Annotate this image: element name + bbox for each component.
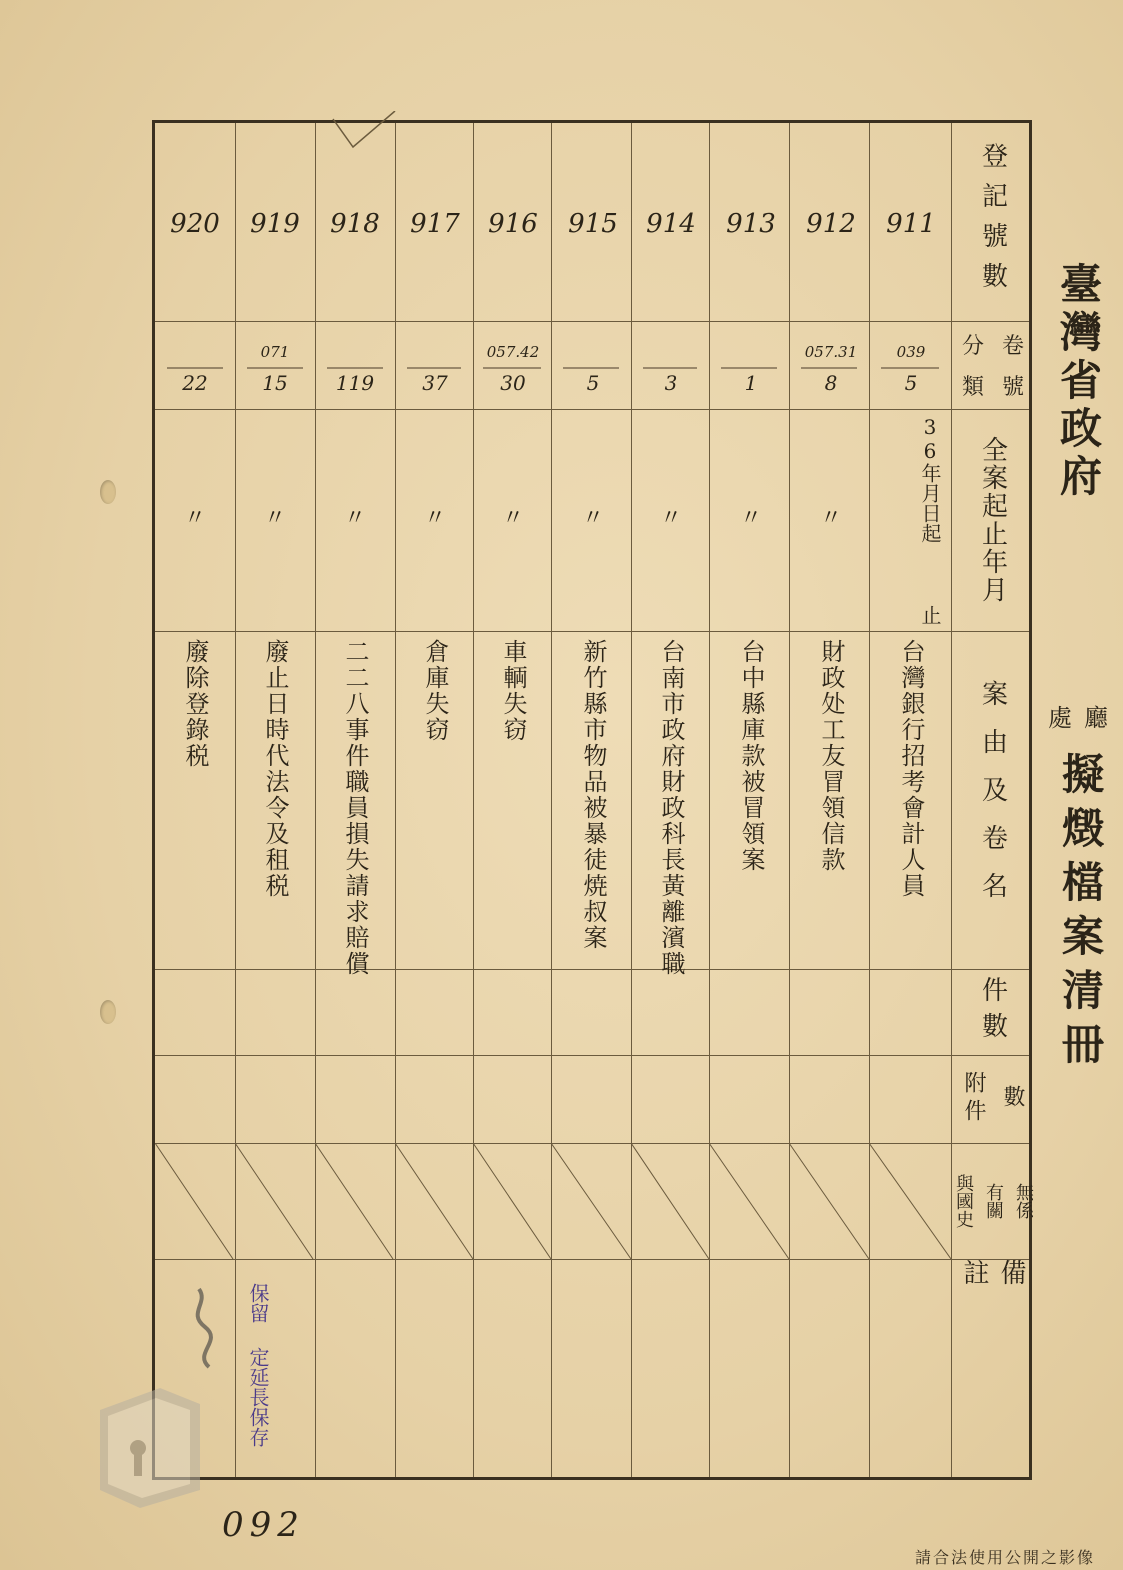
col-divider [395, 123, 396, 1477]
row-divider [155, 409, 1029, 410]
entry-date-range [875, 415, 945, 625]
entry-number: 919 [250, 209, 300, 239]
ditto-mark: 〃 [739, 506, 762, 531]
entry-case-name [155, 639, 235, 769]
entry-case-text: 台南市政府財政科長黃離濱職 [657, 639, 685, 977]
header-classification-lei: 類 [961, 375, 984, 400]
diagonal-slashes [155, 1143, 951, 1259]
office-label-ting: 廳 [1084, 704, 1108, 732]
archive-logo-icon [90, 1380, 210, 1510]
entry-volume: 22 [182, 371, 208, 395]
ditto-mark: 〃 [581, 506, 604, 531]
header-classification-juan: 卷 [1002, 334, 1025, 359]
header-classification [951, 321, 1035, 409]
entry-volume: 37 [422, 371, 448, 395]
row-divider [155, 969, 1029, 970]
header-date-range: 全案起止年月 [977, 436, 1008, 604]
entry-volume: 1 [744, 371, 758, 395]
col-divider [473, 123, 474, 1477]
check-mark-icon [325, 111, 405, 161]
entry-number: 912 [806, 209, 856, 239]
entry-case-text: 車輌失窃 [499, 639, 527, 743]
entry-case-text: 財政处工友冒領信款 [817, 639, 845, 873]
ditto-mark: 〃 [501, 506, 524, 531]
row-divider [155, 1259, 1029, 1260]
entry-case-name [395, 639, 475, 743]
entry-volume: 3 [664, 371, 678, 395]
entry-case-text: 台灣銀行招考會計人員 [897, 639, 925, 899]
entry-number: 917 [410, 209, 460, 239]
entry-number: 913 [726, 209, 776, 239]
handwritten-mark [179, 1283, 229, 1373]
row-divider [155, 631, 1029, 632]
entry-date-stop: 止 [918, 605, 942, 625]
retention-stamp-text-2: 定延長保存 [246, 1347, 270, 1447]
ditto-mark: 〃 [819, 506, 842, 531]
header-classification-hao: 號 [1002, 375, 1025, 400]
ditto-mark: 〃 [263, 506, 286, 531]
entry-case-name [553, 639, 633, 951]
entry-volume: 8 [824, 371, 838, 395]
entry-case-name [315, 639, 395, 977]
entry-number: 915 [568, 209, 618, 239]
entry-case-name [235, 639, 315, 899]
header-attachments-count: 數 [1000, 1085, 1025, 1113]
entry-number: 918 [330, 209, 380, 239]
entry-class: 071 [260, 343, 290, 361]
header-attachments-label: 附件 [961, 1071, 986, 1127]
entry-case-text: 廢止日時代法令及租税 [261, 639, 289, 899]
entry-number: 916 [488, 209, 538, 239]
entry-class: 057.42 [486, 343, 540, 361]
header-count: 件數 [977, 976, 1008, 1048]
header-national-history [951, 1143, 1035, 1259]
col-divider [551, 123, 552, 1477]
entry-case-name [473, 639, 553, 743]
page-number: 092 [222, 1505, 305, 1545]
header-remarks: 備註 [959, 1259, 1026, 1375]
register-title: 擬燬檔案清冊 [1056, 752, 1105, 1076]
entry-volume: 30 [500, 371, 526, 395]
header-national-history-right: 無係 [1013, 1183, 1034, 1219]
header-attachments [951, 1055, 1035, 1143]
entry-case-text: 新竹縣市物品被暴徒焼叔案 [579, 639, 607, 951]
entry-date-year: 36年月日起 [918, 415, 942, 543]
header-case-name: 案由及卷名 [977, 680, 1008, 920]
entry-volume: 119 [335, 371, 375, 395]
entry-number: 920 [170, 209, 220, 239]
row-divider [155, 321, 1029, 322]
entry-volume: 5 [904, 371, 918, 395]
punch-hole [100, 1000, 116, 1024]
entry-volume: 5 [586, 371, 600, 395]
ditto-mark: 〃 [659, 506, 682, 531]
entry-case-name [631, 639, 711, 977]
header-national-history-mid: 有關 [983, 1183, 1004, 1219]
ditto-mark: 〃 [343, 506, 366, 531]
entry-case-text: 廢除登錄税 [181, 639, 209, 769]
header-national-history-left: 與國史 [953, 1174, 974, 1228]
entry-case-name [711, 639, 791, 873]
office-label-chu: 處 [1048, 704, 1072, 732]
entry-case-name [791, 639, 871, 873]
agency-title: 臺灣省政府 [1054, 262, 1103, 502]
entry-case-text: 二二八事件職員損失請求賠償 [341, 639, 369, 977]
header-classification-fen: 分 [961, 334, 984, 359]
header-register-no: 登記號數 [977, 142, 1008, 302]
entry-case-text: 倉庫失窃 [421, 639, 449, 743]
punch-hole [100, 480, 116, 504]
ledger-table [152, 120, 1032, 1480]
entry-case-name [871, 639, 951, 899]
ditto-mark: 〃 [183, 506, 206, 531]
retention-stamp [245, 1283, 271, 1447]
entry-case-text: 台中縣庫款被冒領案 [737, 639, 765, 873]
usage-note: 請合法使用公開之影像 [915, 1548, 1096, 1567]
retention-stamp-text-1: 保留 [246, 1283, 270, 1323]
entry-class: 057.31 [804, 343, 858, 361]
entry-number: 914 [646, 209, 696, 239]
ditto-mark: 〃 [423, 506, 446, 531]
class-fraction-lines [155, 366, 951, 370]
entry-volume: 15 [262, 371, 288, 395]
entry-class: 039 [896, 343, 926, 361]
row-divider [155, 1055, 1029, 1056]
entry-number: 911 [886, 209, 936, 239]
office-labels [1048, 698, 1108, 733]
